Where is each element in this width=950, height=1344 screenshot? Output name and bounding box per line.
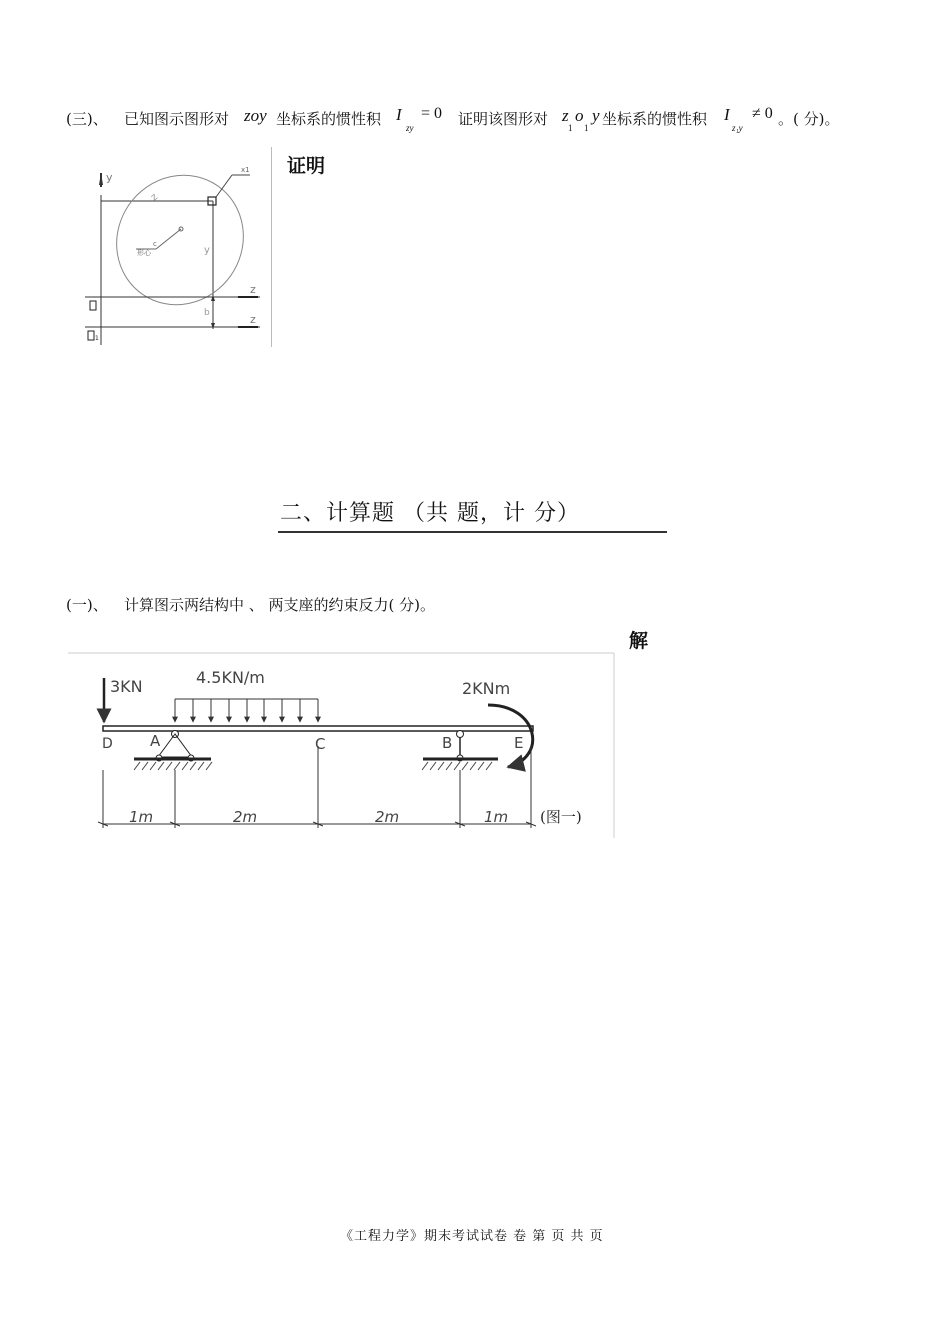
dim-3-label: 2m — [375, 808, 400, 826]
fig-label-b: b — [204, 308, 210, 318]
inertia-subscript-2: z₁y — [732, 123, 743, 133]
section-heading-underline — [278, 531, 667, 533]
distributed-load-arrows — [175, 699, 318, 722]
coord-y: y — [592, 106, 600, 125]
coord-z1: z — [562, 106, 569, 125]
inertia-symbol: I — [396, 105, 402, 124]
question-3-line — [66, 104, 926, 134]
figure-caption: (图一) — [540, 808, 582, 826]
point-a-label: A — [150, 732, 161, 750]
beam-figure — [68, 652, 616, 838]
support-b — [422, 731, 498, 771]
svg-text:1: 1 — [95, 335, 99, 342]
question-text-d: 坐标系的惯性积 — [602, 110, 708, 128]
distributed-load-label: 4.5KN/m — [196, 668, 265, 687]
section-heading: 二、计算题 （共 题，计 分） — [280, 501, 580, 526]
equals-zero: = 0 — [421, 105, 443, 122]
question-number: (三)、 — [66, 110, 108, 128]
answer-divider — [271, 147, 272, 347]
question-text-b: 坐标系的惯性积 — [276, 110, 382, 128]
fig-label-z1: z — [250, 283, 256, 296]
fig-label-centroid: 形心 — [137, 249, 151, 257]
page-footer: 《工程力学》期末考试试卷 卷 第 页 共 页 — [340, 1229, 604, 1244]
not-equal-zero: ≠ 0 — [752, 105, 773, 122]
fig-label-c: c — [153, 240, 157, 248]
dim-4-label: 1m — [484, 808, 509, 826]
moment-label: 2KNm — [462, 679, 511, 698]
fig-label-y-inner: y — [204, 245, 210, 256]
coord-o1-sub: 1 — [584, 123, 589, 133]
fig-origin-o1 — [88, 331, 94, 340]
support-a — [134, 731, 212, 771]
fig-label-top-right: x1 — [241, 166, 250, 174]
question-1-line — [66, 594, 666, 618]
dim-1-label: 1m — [129, 808, 154, 826]
inertia-symbol-2: I — [724, 105, 730, 124]
inertia-figure — [80, 145, 280, 350]
fig-label-y: y — [106, 171, 113, 184]
question-text-c: 证明该图形对 — [458, 110, 549, 128]
dim-2-label: 2m — [233, 808, 258, 826]
inertia-subscript: zy — [406, 123, 414, 133]
point-c-label: C — [315, 735, 326, 753]
question-text-a: 已知图示图形对 — [124, 110, 230, 128]
coord-z1-sub: 1 — [568, 123, 573, 133]
question-1-number: (一)、 — [66, 596, 108, 614]
point-d-label: D — [102, 736, 113, 752]
fig-label-z-inner: z — [148, 191, 160, 204]
question-1-text: 计算图示两结构中 、 两支座的约束反力( 分)。 — [124, 596, 436, 614]
point-e-label: E — [514, 734, 524, 752]
coord-zoy: zoy — [244, 106, 267, 125]
fig-origin-o — [90, 301, 96, 310]
coord-o1: o — [575, 106, 584, 125]
load-3kn-label: 3KN — [110, 677, 143, 696]
proof-label: 证明 — [287, 155, 326, 177]
answer-label: 解 — [629, 630, 649, 652]
beam — [103, 726, 533, 731]
question-tail: 。( 分)。 — [778, 110, 840, 128]
fig-label-z2: z — [250, 313, 256, 326]
point-b-label: B — [442, 734, 453, 752]
